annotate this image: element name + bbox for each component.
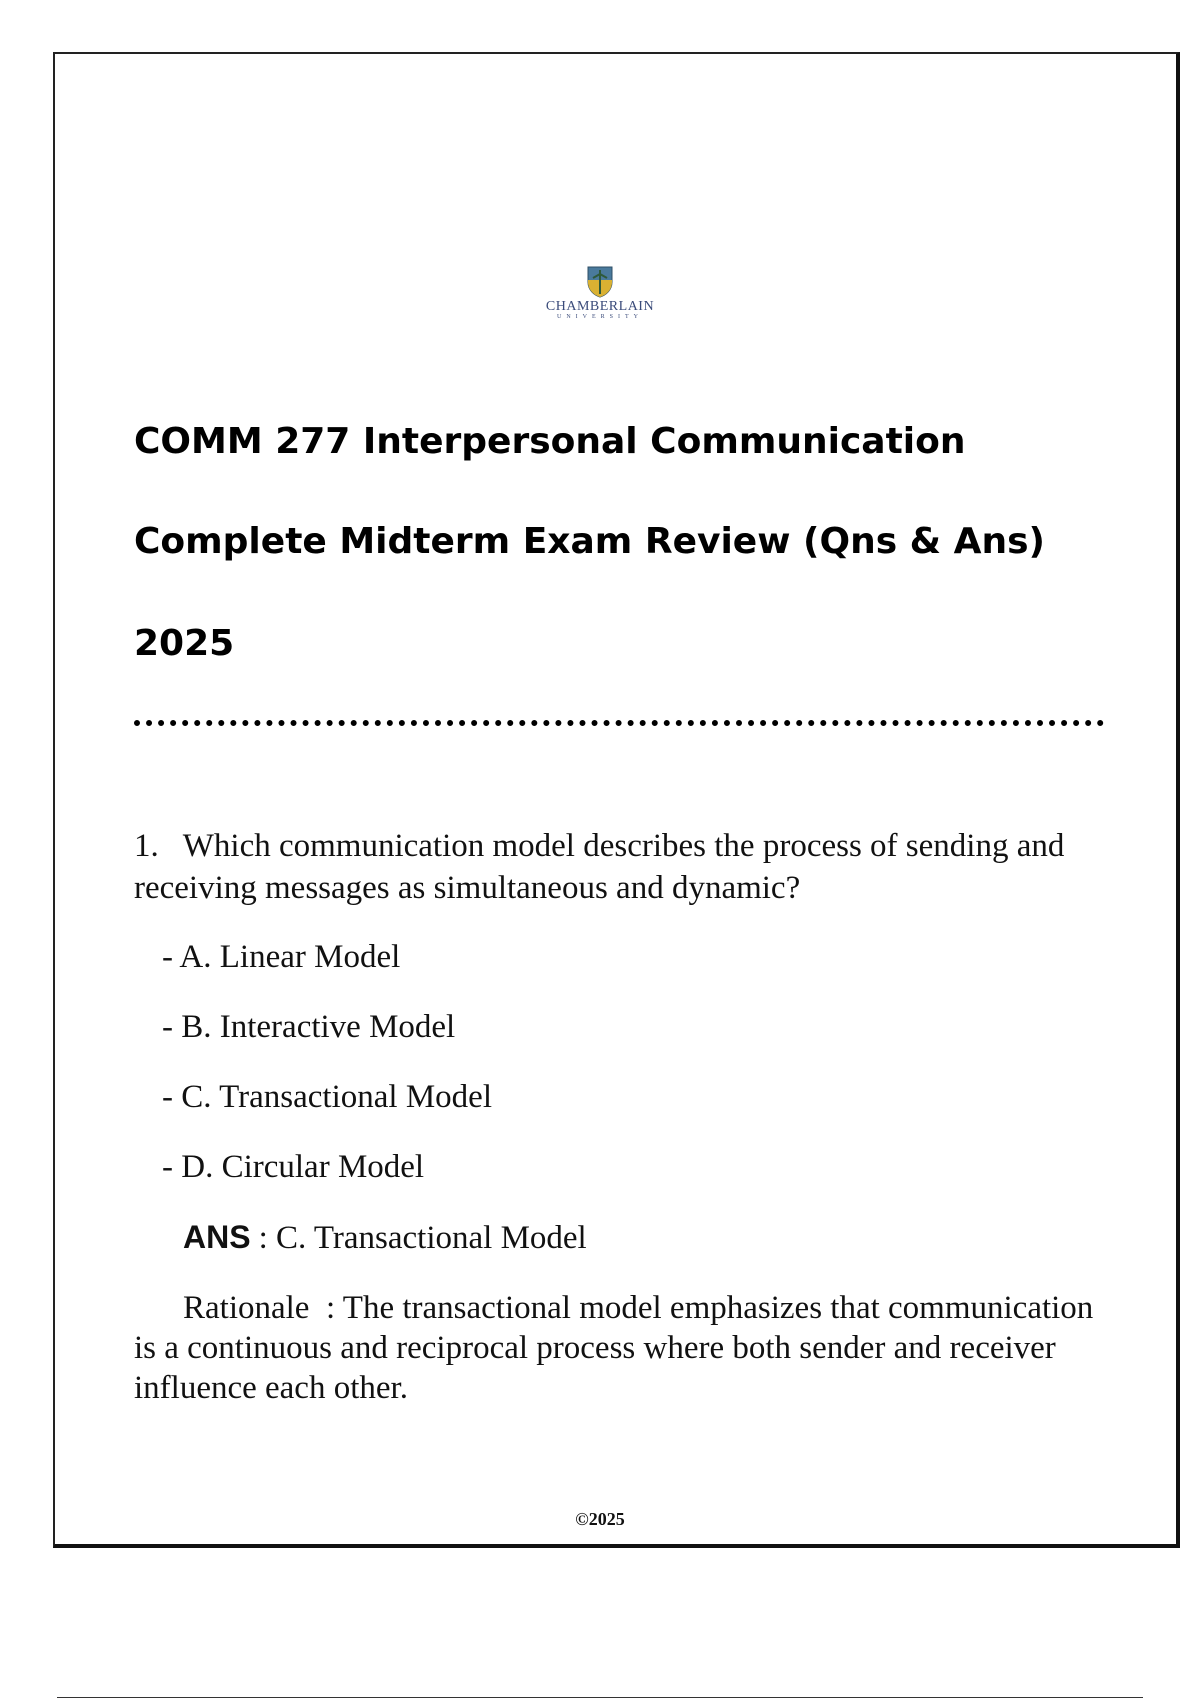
option-b: - B. Interactive Model: [162, 1009, 456, 1045]
question-text: [134, 825, 1104, 909]
option-c: - C. Transactional Model: [162, 1079, 492, 1115]
title-line-2: Complete Midterm Exam Review (Qns & Ans): [134, 521, 1045, 562]
question-body: Which communication model describes the process of sending and receiving messages as simultaneous and dynamic?: [134, 828, 1065, 906]
option-d: - D. Circular Model: [162, 1149, 425, 1185]
logo-subtitle: UNIVERSITY: [557, 314, 643, 320]
title-line-1: COMM 277 Interpersonal Communication: [134, 421, 966, 462]
shield-icon: [587, 266, 613, 298]
bottom-rule: [57, 1697, 1143, 1698]
rationale-text: : The transactional model emphasizes that communication is a continuous and reciprocal process where both sender and receiver influence each other.: [134, 1290, 1094, 1406]
title-line-3: 2025: [134, 623, 235, 664]
rationale-label: Rationale: [183, 1290, 310, 1326]
question-number: 1.: [134, 828, 159, 864]
answer-line: [183, 1216, 587, 1259]
dotted-divider: [134, 720, 1104, 726]
university-logo: [530, 266, 670, 330]
option-a: - A. Linear Model: [162, 939, 401, 975]
answer-text: : C. Transactional Model: [258, 1220, 587, 1256]
logo-name: CHAMBERLAIN: [545, 299, 655, 314]
rationale-paragraph: [134, 1288, 1104, 1408]
footer-copyright: ©2025: [575, 1509, 625, 1529]
answer-label: ANS: [183, 1219, 251, 1255]
